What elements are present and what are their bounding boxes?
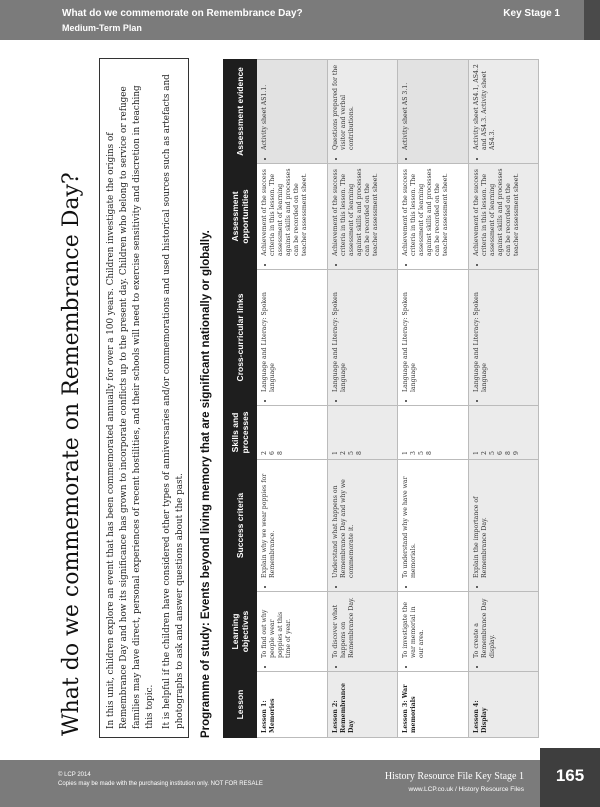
copy-note: Copies may be made with the purchasing institution only. NOT FOR RESALE (58, 781, 263, 787)
skill-number: 8 (355, 451, 363, 455)
page-number: 165 (540, 748, 600, 807)
skill-number: 6 (269, 451, 276, 455)
criteria-item: • Explain why we wear poppies for Remembrance. (261, 464, 277, 578)
intro-box (99, 58, 189, 738)
evidence-item: • Activity sheet AS4.1, AS4.2 and AS4.3. Activity sheet AS4.3. (473, 64, 497, 150)
links-cell (327, 270, 398, 406)
column-header: Cross-curricular links (224, 270, 257, 406)
links-cell (398, 270, 469, 406)
header-subtitle: Medium-Term Plan (62, 23, 142, 33)
skill-number: 1 (402, 451, 409, 455)
column-header: Assessment evidence (224, 60, 257, 164)
skills-cell (398, 406, 469, 460)
skill-number: 2 (339, 451, 347, 455)
links-item: • Language and Literacy: Spoken language (473, 274, 489, 392)
assessment-cell (468, 164, 539, 270)
table-row (257, 60, 328, 738)
links-cell (257, 270, 328, 406)
skills-cell (327, 406, 398, 460)
evidence-cell (257, 60, 328, 164)
criteria-cell (468, 460, 539, 592)
page-title: What do we commemorate on Remembrance Day? (59, 172, 84, 736)
links-item: • Language and Literacy: Spoken language (261, 274, 277, 392)
assessment-item: • Achievement of the success criteria in this lesson. The assessment of learning against skills and processes can be recorded on the teacher assessment sheet. (402, 168, 450, 256)
key-stage-label: Key Stage 1 (503, 8, 560, 19)
table-row (398, 60, 469, 738)
skills-cell (468, 406, 539, 460)
lesson-cell: Lesson 1: Memories (257, 672, 328, 738)
criteria-item: • Explain the importance of Remembrance Day. (473, 464, 489, 578)
skill-number: 5 (347, 451, 355, 455)
header-stripe (584, 0, 600, 40)
lesson-cell: Lesson 3: War memorials (398, 672, 469, 738)
objective-cell (398, 592, 469, 672)
assessment-item: • Achievement of the success criteria in this lesson. The assessment of learning against skills and processes can be recorded on the teacher assessment sheet. (473, 168, 521, 256)
skill-number: 1 (331, 451, 339, 455)
skill-number: 6 (496, 451, 504, 455)
links-cell (468, 270, 539, 406)
column-header: Lesson (224, 672, 257, 738)
criteria-cell (257, 460, 328, 592)
assessment-cell (327, 164, 398, 270)
criteria-item: • To understand why we have war memorials. (402, 464, 418, 578)
skill-number: 5 (418, 451, 425, 455)
assessment-item: • Achievement of the success criteria in this lesson. The assessment of learning against skills and processes can be recorded on the teacher assessment sheet. (261, 168, 309, 256)
skill-number: 5 (488, 451, 496, 455)
evidence-item: • Activity sheet AS 3.1. (402, 64, 410, 150)
evidence-item: • Activity sheet AS1.1. (261, 64, 269, 150)
evidence-item: • Questions prepared for the visitor and verbal contributions. (332, 64, 356, 150)
column-header: Skills and processes (224, 406, 257, 460)
lesson-cell: Lesson 4: Display (468, 672, 539, 738)
criteria-cell (398, 460, 469, 592)
resource-title: History Resource File Key Stage 1 (384, 771, 524, 782)
skill-number: 2 (480, 451, 488, 455)
intro-paragraph-2: It is helpful if the children have considered other types of anniversaries and/or commemorations and used historical sources such as artefacts and photographs to ask and answer questions about the past. (162, 74, 185, 729)
copyright: © LCP 2014 (58, 772, 91, 778)
links-item: • Language and Literacy: Spoken language (332, 274, 348, 392)
criteria-cell (327, 460, 398, 592)
objective-item: • To investigate the war memorial in our area. (402, 596, 426, 658)
header-title: What do we commemorate on Remembrance Day? (62, 8, 303, 19)
objective-cell (468, 592, 539, 672)
objective-cell (327, 592, 398, 672)
evidence-cell (327, 60, 398, 164)
skill-number: 9 (512, 451, 520, 455)
lesson-cell: Lesson 2: Remembrance Day (327, 672, 398, 738)
column-header: Assessment opportunities (224, 164, 257, 270)
skill-number: 1 (472, 451, 480, 455)
intro-paragraph-1: In this unit, children explore an event that has been commemorated annually for over a 100 years. Children investigate the origins of Remembrance Day and how its significance has grown to incorporate conflicts up to the present day. Children who belong to service or refugee families may have direct, personal experiences of recent hostilities, and their schools will need to exercise sensitivity and discretion in teaching this topic. (106, 85, 155, 729)
objective-item: • To discover what happens on Remembrance Day. (332, 596, 356, 658)
links-item: • Language and Literacy: Spoken language (402, 274, 418, 392)
criteria-item: • Understand what happens on Remembrance Day and why we commemorate it. (332, 464, 356, 578)
table-row (327, 60, 398, 738)
page-footer (0, 760, 600, 807)
skill-number: 8 (426, 451, 433, 455)
programme-of-study: Programme of study: Events beyond living memory that are significant nationally or globally. (200, 230, 212, 738)
rotated-content (51, 44, 546, 744)
skills-cell (257, 406, 328, 460)
skill-number: 8 (504, 451, 512, 455)
table-header-row (224, 60, 257, 738)
website: www.LCP.co.uk / History Resource Files (408, 786, 524, 793)
objective-cell (257, 592, 328, 672)
skill-number: 2 (261, 451, 268, 455)
plan-table (223, 59, 539, 738)
evidence-cell (398, 60, 469, 164)
skill-number: 8 (277, 451, 284, 455)
page-header (0, 0, 600, 40)
assessment-item: • Achievement of the success criteria in this lesson. The assessment of learning against skills and processes can be recorded on the teacher assessment sheet. (332, 168, 380, 256)
objective-item: • To find out why people wear poppies at this time of year. (261, 596, 293, 658)
assessment-cell (398, 164, 469, 270)
column-header: Learning objectives (224, 592, 257, 672)
objective-item: • To create a Remembrance Day display. (473, 596, 497, 658)
evidence-cell (468, 60, 539, 164)
assessment-cell (257, 164, 328, 270)
column-header: Success criteria (224, 460, 257, 592)
skill-number: 3 (410, 451, 417, 455)
table-row (468, 60, 539, 738)
